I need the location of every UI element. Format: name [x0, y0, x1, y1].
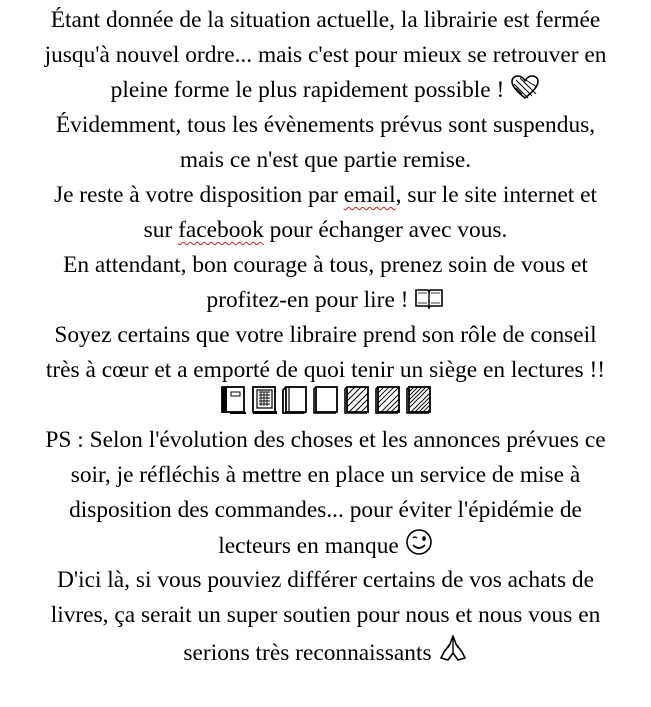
- text: livres, ça serait un super soutien pour nous et nous vous en: [50, 602, 601, 628]
- book-hatched-icon: [374, 385, 402, 426]
- text: Soyez certains que votre libraire prend son rôle de conseil: [54, 322, 597, 348]
- text: profitez-en pour lire !: [206, 287, 409, 313]
- text: PS : Selon l'évolution des choses et les annonces prévues ce: [45, 427, 606, 453]
- text: sur: [143, 217, 179, 243]
- text: , sur le site internet et: [395, 182, 598, 208]
- open-book-icon: [414, 286, 444, 321]
- text: lecteurs en manque: [218, 533, 399, 559]
- ledger-icon: [312, 385, 340, 426]
- text-line: [0, 528, 651, 563]
- text: Étant donnée de la situation actuelle, la librairie est fermée: [50, 7, 601, 33]
- text-line: [0, 3, 651, 38]
- text-line: [0, 213, 651, 248]
- notebook-icon: [219, 385, 247, 426]
- text-line: [0, 633, 651, 668]
- text-line: [0, 318, 651, 353]
- text-line: [0, 178, 651, 213]
- text-line: [0, 38, 651, 73]
- text-line: [0, 563, 651, 598]
- facebook-link[interactable]: facebook: [178, 217, 264, 243]
- text: pleine forme le plus rapidement possible !: [110, 77, 505, 103]
- email-link[interactable]: email: [343, 182, 396, 208]
- text: jusqu'à nouvel ordre... mais c'est pour mieux se retrouver en: [44, 42, 607, 68]
- text: mais ce n'est que partie remise.: [179, 147, 472, 173]
- text: En attendant, bon courage à tous, prenez soin de vous et: [63, 252, 588, 278]
- text: très à cœur et a emporté de quoi tenir un siège en lectures !!: [45, 357, 606, 383]
- text-line: [0, 598, 651, 633]
- text-line: [0, 283, 651, 318]
- text-line: [0, 423, 651, 458]
- winking-face-icon: [405, 528, 433, 567]
- text: soir, je réfléchis à mettre en place un service de mise à: [70, 462, 581, 488]
- text-line: [0, 493, 651, 528]
- closed-book-icon: [281, 385, 309, 426]
- heart-icon: [510, 74, 540, 111]
- text-line: [0, 108, 651, 143]
- text: disposition des commandes... pour éviter l'épidémie de: [69, 497, 582, 523]
- text-line: [0, 73, 651, 108]
- text: Je reste à votre disposition par: [53, 182, 344, 208]
- text: Évidemment, tous les évènements prévus sont suspendus,: [55, 112, 596, 138]
- text: pour échanger avec vous.: [263, 217, 508, 243]
- book-hatched-icon: [343, 385, 371, 426]
- book-hatched-icon: [405, 385, 433, 426]
- text: D'ici là, si vous pouviez différer certains de vos achats de: [56, 567, 595, 593]
- text-line: [0, 353, 651, 388]
- text-line: [0, 248, 651, 283]
- notebook-decorative-icon: [250, 385, 278, 426]
- text: serions très reconnaissants: [183, 640, 432, 666]
- text-line: [0, 458, 651, 493]
- text-line: [0, 143, 651, 178]
- folded-hands-icon: [438, 633, 468, 674]
- books-emoji-row: [0, 388, 651, 423]
